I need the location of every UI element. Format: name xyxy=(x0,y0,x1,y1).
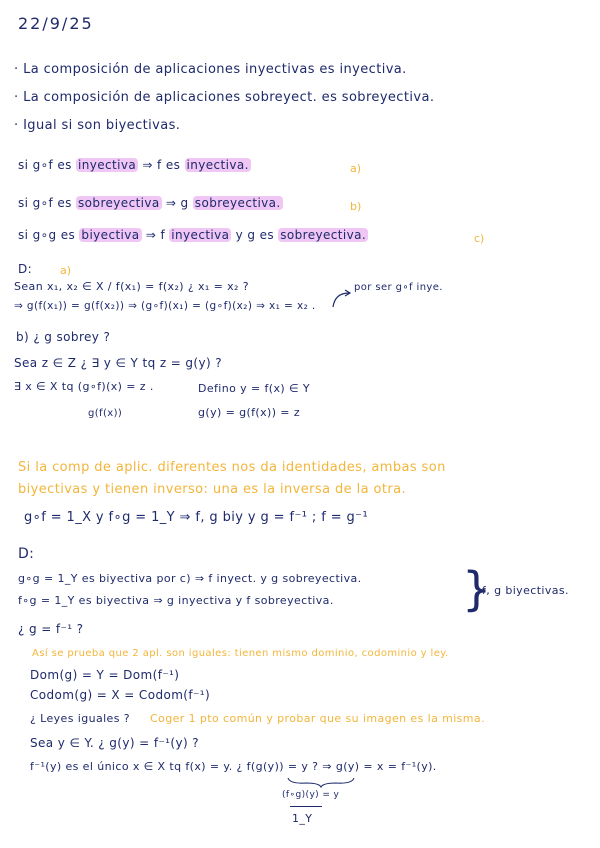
property-a-highlight-2: inyectiva. xyxy=(186,158,249,172)
property-b-highlight-2: sobreyectiva. xyxy=(194,196,281,210)
intro-line-1: · La composición de aplicaciones inyectivas es inyectiva. xyxy=(14,62,407,77)
property-c-highlight-2: inyectiva xyxy=(171,228,230,242)
property-a-pre: si g∘f es xyxy=(18,158,77,172)
property-a-mid: ⇒ f es xyxy=(138,158,185,172)
property-c xyxy=(18,228,368,242)
proof-a-tag: a) xyxy=(60,264,72,277)
curly-brace: } xyxy=(462,562,492,616)
property-b-mid: ⇒ g xyxy=(161,196,193,210)
inverse-formula: g∘f = 1_X y f∘g = 1_Y ⇒ f, g biy y g = f⁻¹ ; f = g⁻¹ xyxy=(24,510,369,525)
property-c-pre: si g∘g es xyxy=(18,228,80,242)
property-b xyxy=(18,196,283,210)
property-a-tag: a) xyxy=(350,162,362,175)
proof-a-line-2: ⇒ g(f(x₁)) = g(f(x₂)) ⇒ (g∘f)(x₁) = (g∘f)(x₂) ⇒ x₁ = x₂ . xyxy=(14,300,316,312)
underbrace-identity: 1_Y xyxy=(292,812,313,825)
proof-a-line-1: Sean x₁, x₂ ∈ X / f(x₁) = f(x₂) ¿ x₁ = x₂ ? xyxy=(14,280,249,293)
proof-b-line-4: g(f(x)) xyxy=(88,408,123,419)
proof-c-unique: f⁻¹(y) es el único x ∈ X tq f(x) = y. ¿ f(g(y)) = y ? ⇒ g(y) = x = f⁻¹(y). xyxy=(30,760,437,773)
proof-a-head: D: xyxy=(18,262,33,276)
orange-note-line-1: Si la comp de aplic. diferentes nos da identidades, ambas son xyxy=(18,460,446,475)
proof-c-dom: Dom(g) = Y = Dom(f⁻¹) xyxy=(30,668,180,682)
proof-b-line-2: ∃ x ∈ X tq (g∘f)(x) = z . xyxy=(14,380,154,393)
underbrace-line xyxy=(290,806,322,807)
proof-c-line-2: f∘g = 1_Y es biyectiva ⇒ g inyectiva y f sobreyectiva. xyxy=(18,594,334,607)
proof-c-leyes: ¿ Leyes iguales ? xyxy=(30,712,130,725)
property-c-mid-2: y g es xyxy=(231,228,279,242)
orange-note-line-2: biyectivas y tienen inverso: una es la inversa de la otra. xyxy=(18,482,406,497)
property-c-mid: ⇒ f xyxy=(141,228,170,242)
proof-b-line-3: Defino y = f(x) ∈ Y xyxy=(198,382,310,395)
proof-c-head: D: xyxy=(18,546,35,562)
arrow-icon xyxy=(330,288,354,310)
property-a-highlight-1: inyectiva xyxy=(78,158,137,172)
proof-c-line-1: g∘g = 1_Y es biyectiva por c) ⇒ f inyect. y g sobreyectiva. xyxy=(18,572,362,585)
property-c-highlight-3: sobreyectiva. xyxy=(280,228,367,242)
underbrace-label: (f∘g)(y) = y xyxy=(282,790,340,800)
proof-c-codom: Codom(g) = X = Codom(f⁻¹) xyxy=(30,688,211,702)
orange-note-line-3: Así se prueba que 2 apl. son iguales: tienen mismo dominio, codominio y ley. xyxy=(32,648,449,659)
property-b-pre: si g∘f es xyxy=(18,196,77,210)
property-c-highlight-1: biyectiva xyxy=(81,228,140,242)
proof-c-conclusion: f, g biyectivas. xyxy=(482,584,569,597)
property-a xyxy=(18,158,251,172)
proof-b-line-1: Sea z ∈ Z ¿ ∃ y ∈ Y tq z = g(y) ? xyxy=(14,356,223,370)
underbrace xyxy=(286,776,356,788)
date: 22/9/25 xyxy=(18,14,94,33)
property-c-tag: c) xyxy=(474,232,485,245)
proof-b-head: b) ¿ g sobrey ? xyxy=(16,330,111,344)
proof-b-line-5: g(y) = g(f(x)) = z xyxy=(198,406,300,419)
property-b-highlight-1: sobreyectiva xyxy=(78,196,160,210)
proof-a-note: por ser g∘f inye. xyxy=(354,282,443,293)
intro-line-2: · La composición de aplicaciones sobreyect. es sobreyectiva. xyxy=(14,90,435,105)
proof-c-question: ¿ g = f⁻¹ ? xyxy=(18,622,84,636)
orange-note-line-4: Coger 1 pto común y probar que su imagen es la misma. xyxy=(150,712,485,725)
proof-c-sea: Sea y ∈ Y. ¿ g(y) = f⁻¹(y) ? xyxy=(30,736,200,750)
property-b-tag: b) xyxy=(350,200,362,213)
intro-line-3: · Igual si son biyectivas. xyxy=(14,118,181,133)
